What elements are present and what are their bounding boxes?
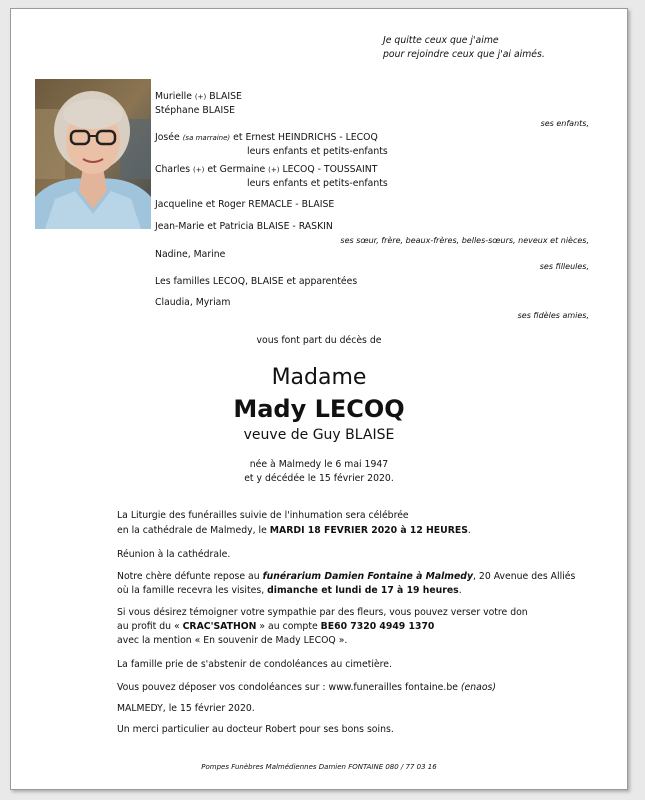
portrait-photo — [35, 79, 151, 229]
repose-line-1 — [117, 571, 575, 582]
funerarium-name: funérarium Damien Fontaine à Malmedy — [262, 571, 474, 582]
family-claudia: Claudia, Myriam — [155, 297, 231, 308]
liturgie-text: en la cathédrale de Malmedy, le — [117, 525, 270, 536]
josee-note: (sa marraine) — [182, 134, 231, 142]
visites-text: où la famille recevra les visites, — [117, 585, 268, 596]
deceased-mark: (+) — [268, 166, 280, 174]
family-jacqueline: Jacqueline et Roger REMACLE - BLAISE — [155, 199, 335, 210]
quote-line-2: pour rejoindre ceux que j'ai aimés. — [383, 49, 545, 60]
charles-name: Charles — [155, 164, 191, 175]
charles-mid: et Germaine — [207, 164, 266, 175]
condoleances-line — [117, 682, 496, 693]
visites-hours: dimanche et lundi de 17 à 19 heures — [267, 585, 459, 596]
fleurs-line-3: avec la mention « En souvenir de Mady LECOQ ». — [117, 635, 348, 646]
deceased-mark: (+) — [193, 166, 205, 174]
family-murielle — [155, 91, 242, 102]
family-stephane: Stéphane BLAISE — [155, 105, 235, 116]
deceased-name: Mady LECOQ — [233, 395, 405, 423]
charles-rest: LECOQ - TOUSSAINT — [282, 164, 378, 175]
bank-account: BE60 7320 4949 1370 — [320, 621, 435, 632]
relation-filleules: ses filleules, — [539, 262, 589, 271]
family-familles: Les familles LECOQ, BLAISE et apparentées — [155, 276, 358, 287]
liturgie-line-1: La Liturgie des funérailles suivie de l'inhumation sera célébrée — [117, 510, 409, 521]
family-nadine: Nadine, Marine — [155, 249, 226, 260]
relation-leurs-enfants-2: leurs enfants et petits-enfants — [247, 178, 388, 189]
font-part-text: vous font part du décès de — [256, 335, 382, 346]
abstenir-line: La famille prie de s'abstenir de condoléances au cimetière. — [117, 659, 392, 670]
murielle-name: Murielle — [155, 91, 192, 102]
funerarium-address: , 20 Avenue des Alliés — [473, 571, 576, 582]
fleurs-text: au profit du « — [117, 621, 183, 632]
madame-title: Madame — [271, 365, 367, 390]
family-jeanmarie: Jean-Marie et Patricia BLAISE - RASKIN — [155, 221, 333, 232]
birth-line: née à Malmedy le 6 mai 1947 — [249, 459, 389, 470]
condoleances-source: (enaos) — [460, 682, 497, 693]
visites-end: . — [458, 585, 462, 596]
relation-soeur: ses sœur, frère, beaux-frères, belles-sœurs, neveux et nièces, — [340, 236, 589, 245]
relation-ses-enfants: ses enfants, — [540, 119, 589, 128]
quote-line-1: Je quitte ceux que j'aime — [383, 35, 499, 46]
liturgie-end: . — [467, 525, 471, 536]
death-line: et y décédée le 15 février 2020. — [244, 473, 394, 484]
charity-name: CRAC'SATHON — [182, 621, 257, 632]
murielle-surname: BLAISE — [209, 91, 242, 102]
deceased-mark: (+) — [194, 93, 207, 101]
josee-rest: et Ernest HEINDRICHS - LECOQ — [233, 132, 378, 143]
repose-text: Notre chère défunte repose au — [117, 571, 263, 582]
fleurs-compte: » au compte — [256, 621, 321, 632]
repose-line-2 — [117, 585, 462, 596]
fleurs-line-2 — [117, 621, 434, 632]
family-charles — [155, 164, 377, 175]
veuve-line: veuve de Guy BLAISE — [243, 427, 395, 443]
relation-amies: ses fidèles amies, — [517, 311, 589, 320]
liturgie-date: MARDI 18 FEVRIER 2020 à 12 HEURES — [269, 525, 468, 536]
family-josee — [155, 132, 378, 143]
relation-leurs-enfants-1: leurs enfants et petits-enfants — [247, 146, 388, 157]
merci-line: Un merci particulier au docteur Robert pour ses bons soins. — [117, 724, 394, 735]
date-place-line: MALMEDY, le 15 février 2020. — [117, 703, 255, 714]
footer-funeral-home: Pompes Funèbres Malmédiennes Damien FONTAINE 080 / 77 03 16 — [201, 763, 437, 771]
fleurs-line-1: Si vous désirez témoigner votre sympathie par des fleurs, vous pouvez verser votre don — [117, 607, 528, 618]
liturgie-line-2 — [117, 525, 471, 536]
death-notice-page — [10, 8, 628, 790]
josee-name: Josée — [155, 132, 180, 143]
reunion-line: Réunion à la cathédrale. — [117, 549, 231, 560]
condoleances-text: Vous pouvez déposer vos condoléances sur : www.funerailles fontaine.be — [117, 682, 461, 693]
